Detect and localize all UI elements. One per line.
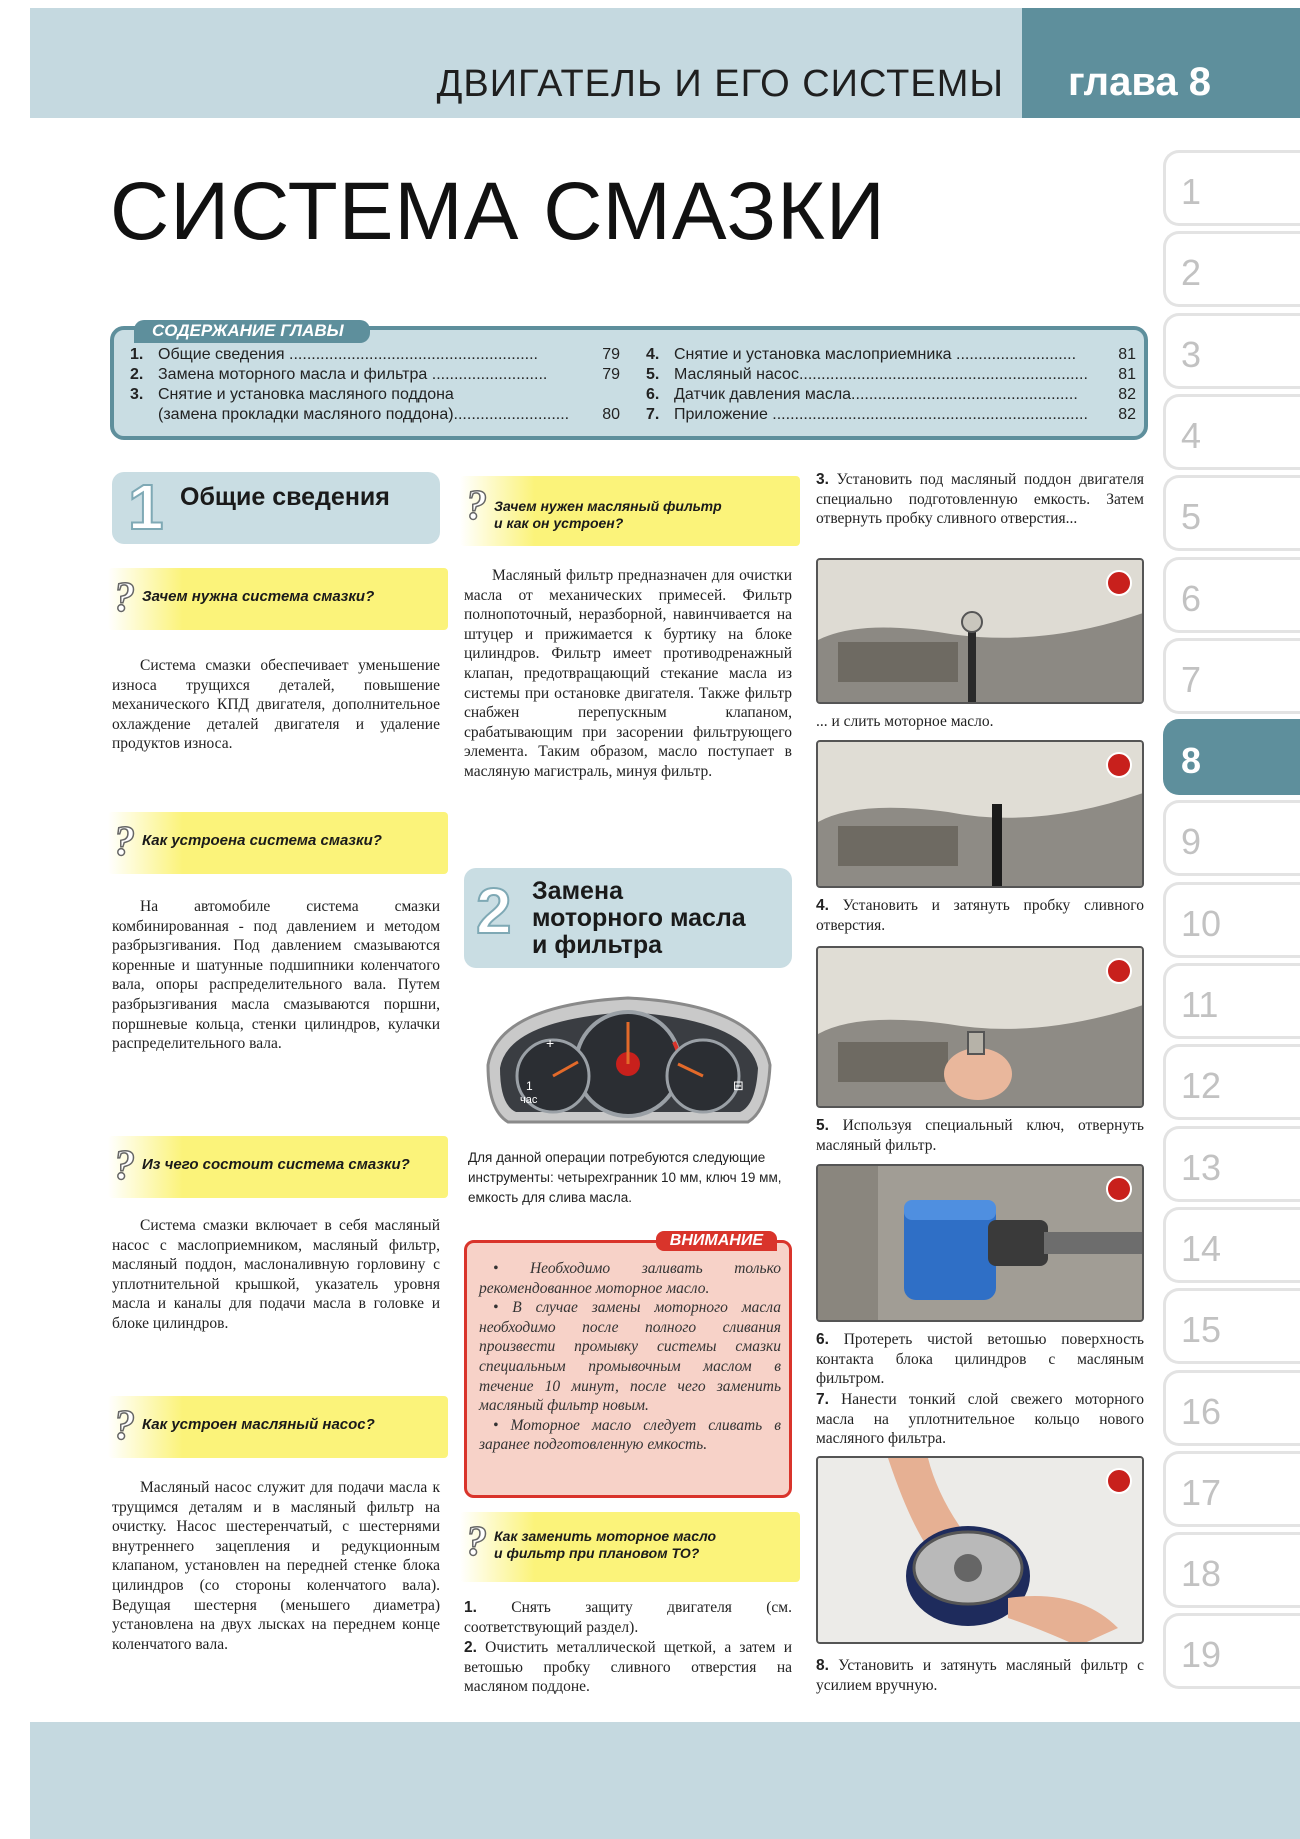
toc-left-column <box>130 345 620 425</box>
step-1: 1. Снять защиту двигателя (см. соответствующий раздел). <box>464 1599 792 1636</box>
footer-band <box>30 1722 1300 1839</box>
chapter-tab-label: 16 <box>1181 1391 1222 1432</box>
toc-item[interactable]: 4. Снятие и установка маслоприемника ........................... 81 <box>646 346 1136 363</box>
chapter-tab-18[interactable] <box>1163 1532 1300 1608</box>
question-text: Как заменить моторное масло и фильтр при плановом ТО? <box>494 1528 717 1561</box>
question-mark-icon: ? <box>114 819 135 865</box>
svg-text:+: + <box>546 1035 555 1051</box>
photo-filter-wrench <box>816 1164 1144 1322</box>
chapter-tab-label: 18 <box>1181 1553 1222 1594</box>
chapter-tab-2[interactable] <box>1163 231 1300 307</box>
chapter-tab-14[interactable] <box>1163 1207 1300 1283</box>
section-2-number: 2 <box>476 875 512 947</box>
section-1-title: Общие сведения <box>180 483 390 511</box>
toc-item[interactable]: 2. Замена моторного масла и фильтра .......................... 79 <box>130 366 620 383</box>
toc-item[interactable]: 1. Общие сведения ........................................................ 79 <box>130 346 620 363</box>
toc-item[interactable]: (замена прокладки масляного поддона).......................... 80 <box>158 406 620 423</box>
question-box <box>460 1512 800 1582</box>
chapter-tab-4[interactable] <box>1163 394 1300 470</box>
svg-text:1: 1 <box>526 1079 533 1093</box>
question-box <box>460 476 800 546</box>
chapter-tab-13[interactable] <box>1163 1126 1300 1202</box>
svg-text:час: час <box>520 1094 538 1106</box>
chapter-tab-5[interactable] <box>1163 475 1300 551</box>
warning-text: • Необходимо заливать только рекомендованное моторное масло. • В случае замены моторного масла необходимо после полного сливания произвести промывку системы смазки специальным промывочным маслом в течение 10 минут, после чего заменить масляный фильтр новым. • Моторное масло следует сливать в заранее подготовленную емкость. <box>479 1260 781 1454</box>
chapter-tab-label: 15 <box>1181 1309 1222 1350</box>
question-text: Как устроена система смазки? <box>142 832 382 849</box>
question-text: Зачем нужна система смазки? <box>142 588 375 605</box>
chapter-tab-label: 10 <box>1181 903 1222 944</box>
chapter-tab-label: 8 <box>1181 740 1202 781</box>
photo-oil-draining <box>816 740 1144 888</box>
question-box <box>108 568 448 630</box>
chapter-tab-1[interactable] <box>1163 150 1300 226</box>
chapter-tab-9[interactable] <box>1163 800 1300 876</box>
paragraph: Система смазки обеспечивает уменьшение износа трущихся деталей, повышение механического КПД двигателя, дополнительное охлаждение деталей двигателя и удаление продуктов износа. <box>112 657 440 753</box>
chapter-badge <box>1022 8 1300 118</box>
chapter-tab-label: 14 <box>1181 1228 1222 1269</box>
paragraph: На автомобиле система смазки комбинированная - под давлением и методом разбрызгивания. Под давлением смазываются коренные и шатунные подшипники коленчатого вала, опоры распределительного вала. Путем разбрызгивания масла смазываются поршни, поршневые кольца, стенки цилиндров, кулачки распределительного вала. <box>112 898 440 1053</box>
paragraph: Система смазки включает в себя масляный насос с маслоприемником, масляный фильтр, масляный поддон, маслоналивную горловину с уплотнительной крышкой, указатель уровня масла и каналы для подачи масла в головке и блоке цилиндров. <box>112 1217 440 1332</box>
question-mark-icon: ? <box>114 575 135 621</box>
question-text: Как устроен масляный насос? <box>142 1416 375 1433</box>
photo-new-filter-oiling <box>816 1456 1144 1644</box>
step-8: 8. Установить и затянуть масляный фильтр с усилием вручную. <box>816 1657 1144 1694</box>
section-2-title: Замена моторного масла и фильтра <box>532 877 746 959</box>
chapter-tab-15[interactable] <box>1163 1288 1300 1364</box>
question-mark-icon: ? <box>114 1403 135 1449</box>
chapter-tab-label: 9 <box>1181 821 1202 862</box>
chapter-tab-3[interactable] <box>1163 313 1300 389</box>
toc-label: СОДЕРЖАНИЕ ГЛАВЫ <box>134 320 370 343</box>
step-2: 2. Очистить металлической щеткой, а затем и ветошью пробку сливного отверстия на масляном поддоне. <box>464 1639 793 1696</box>
question-text: Из чего состоит система смазки? <box>142 1156 410 1173</box>
chapter-tab-label: 13 <box>1181 1147 1222 1188</box>
publisher-logo-icon <box>1106 752 1132 778</box>
toc-item[interactable]: 5. Масляный насос................................................................. 81 <box>646 366 1136 383</box>
toc-item[interactable]: 6. Датчик давления масла................................................... 82 <box>646 386 1136 403</box>
section-2-header <box>464 868 792 968</box>
question-mark-icon: ? <box>114 1143 135 1189</box>
chapter-tab-label: 6 <box>1181 578 1202 619</box>
publisher-logo-icon <box>1106 958 1132 984</box>
instrument-cluster-illustration <box>478 990 778 1130</box>
page-title: СИСТЕМА СМАЗКИ <box>110 166 886 257</box>
question-box <box>108 812 448 874</box>
warning-label: ВНИМАНИЕ <box>656 1231 777 1251</box>
chapter-tab-label: 11 <box>1181 984 1219 1025</box>
chapter-tab-label: 3 <box>1181 334 1202 375</box>
chapter-tab-19[interactable] <box>1163 1613 1300 1689</box>
svg-text:⊟: ⊟ <box>733 1079 744 1094</box>
photo-install-drain-plug <box>816 946 1144 1108</box>
paragraph: Масляный насос служит для подачи масла к трущимся деталям и в масляный фильтр на очистку. Насос шестеренчатый, с шестернями внутреннего зацепления и редукционным клапаном, установлен на передней стенке блока цилиндров (со стороны коленчатого вала). Ведущая шестерня (меньшего диаметра) установлена на двух лысках на переднем конце коленчатого вала. <box>112 1479 440 1653</box>
table-of-contents <box>110 321 1148 440</box>
paragraph: Масляный фильтр предназначен для очистки масла от механических примесей. Фильтр полнопоточный, неразборной, навинчивается на штуцер и прижимается к буртику на блоке цилиндров. Фильтр имеет противодренажный клапан, предотвращающий стекание масла из системы при остановке двигателя. Также фильтр снабжен перепускным клапаном, срабатывающим при засорении фильтрующего элемента. Таким образом, масло поступает в масляную магистраль, минуя фильтр. <box>464 567 792 780</box>
toc-item[interactable]: 7. Приложение ....................................................................... 82 <box>646 406 1136 423</box>
toc-right-column <box>646 345 1136 425</box>
question-box <box>108 1136 448 1198</box>
caption-drain-oil: ... и слить моторное масло. <box>816 713 994 730</box>
question-box <box>108 1396 448 1458</box>
step-6: 6. Протереть чистой ветошью поверхность контакта блока цилиндров с масляным фильтром. <box>816 1331 1145 1388</box>
chapter-tab-10[interactable] <box>1163 882 1300 958</box>
toc-item[interactable]: 3. Снятие и установка масляного поддона <box>130 386 454 403</box>
publisher-logo-icon <box>1106 1468 1132 1494</box>
step-3: 3. Установить под масляный поддон двигателя специально подготовленную емкость. Затем отвернуть пробку сливного отверстия... <box>816 471 1145 528</box>
chapter-tab-label: 7 <box>1181 659 1202 700</box>
chapter-tab-label: 1 <box>1181 171 1202 212</box>
chapter-tab-7[interactable] <box>1163 638 1300 714</box>
warning-box <box>464 1232 792 1498</box>
step-7: 7. Нанести тонкий слой свежего моторного масла на уплотнительное кольцо нового масляного фильтра. <box>816 1391 1145 1448</box>
chapter-label: глава 8 <box>1068 60 1211 104</box>
chapter-tab-6[interactable] <box>1163 557 1300 633</box>
section-1-header <box>112 472 440 544</box>
chapter-tab-16[interactable] <box>1163 1370 1300 1446</box>
chapter-tab-label: 5 <box>1181 496 1202 537</box>
header-band <box>30 8 1022 118</box>
chapter-tab-label: 4 <box>1181 415 1202 456</box>
question-mark-icon: ? <box>466 1519 487 1565</box>
chapter-tab-11[interactable] <box>1163 963 1300 1039</box>
step-4: 4. Установить и затянуть пробку сливного отверстия. <box>816 897 1144 934</box>
chapter-tab-label: 2 <box>1181 252 1202 293</box>
question-text: Зачем нужен масляный фильтр и как он устроен? <box>494 498 722 531</box>
chapter-tab-12[interactable] <box>1163 1044 1300 1120</box>
publisher-logo-icon <box>1106 1176 1132 1202</box>
section-1-number: 1 <box>128 471 164 543</box>
photo-drain-plug-unscrew <box>816 558 1144 704</box>
publisher-logo-icon <box>1106 570 1132 596</box>
chapter-tab-label: 17 <box>1181 1472 1222 1513</box>
chapter-tab-label: 12 <box>1181 1065 1222 1106</box>
chapter-tab-label: 19 <box>1181 1634 1222 1675</box>
chapter-tab-17[interactable] <box>1163 1451 1300 1527</box>
question-mark-icon: ? <box>466 483 487 529</box>
chapter-tab-8[interactable] <box>1163 719 1300 795</box>
step-5: 5. Используя специальный ключ, отвернуть масляный фильтр. <box>816 1117 1145 1154</box>
section-title: ДВИГАТЕЛЬ И ЕГО СИСТЕМЫ <box>436 63 1004 105</box>
tools-caption: Для данной операции потребуются следующие инструменты: четырехгранник 10 мм, ключ 19 мм, емкость для слива масла. <box>468 1150 782 1205</box>
